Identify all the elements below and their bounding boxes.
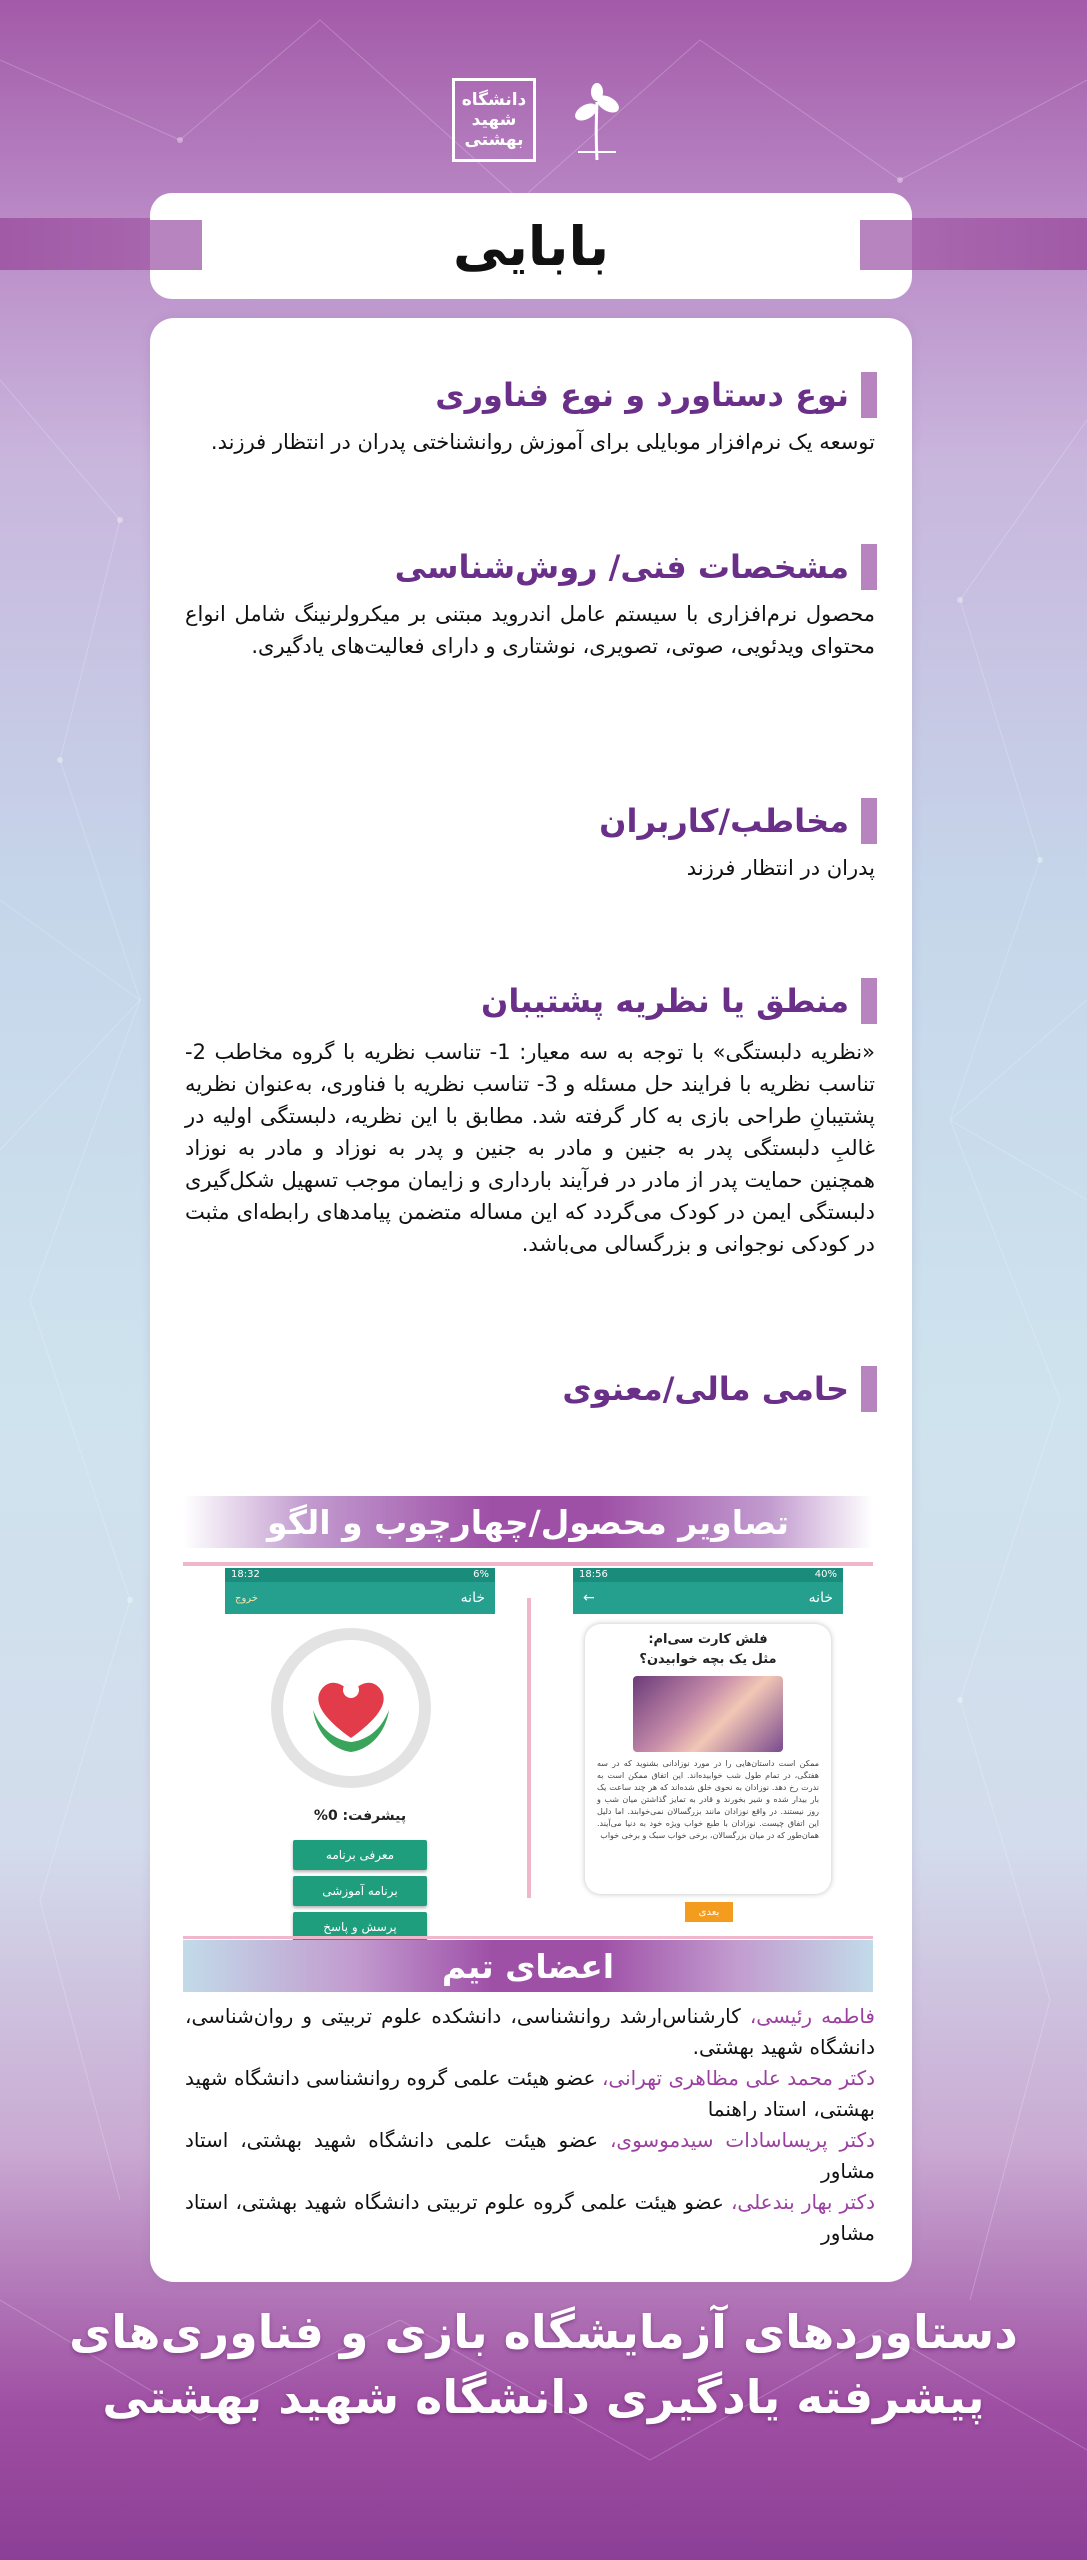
section-body-audience: پدران در انتظار فرزند [686, 856, 875, 880]
flash-card [585, 1624, 831, 1894]
footer-line-2: پیشرفته یادگیری دانشگاه شهید بهشتی [102, 2370, 985, 2424]
member-desc: عضو هیئت علمی گروه علوم تربیتی دانشگاه شهید بهشتی، استاد مشاور [185, 2190, 875, 2245]
progress-label: پیشرفت: 0% [313, 1808, 407, 1824]
section-heading-type [435, 372, 877, 418]
flash-title-2: مثل یک بچه خوابیدن؟ [639, 1652, 777, 1667]
heading-bar [861, 798, 877, 844]
member-name: فاطمه رئیسی، [749, 2004, 875, 2028]
status-time: 18:32 [231, 1569, 260, 1580]
next-button[interactable]: بعدی [685, 1902, 733, 1922]
member-name: دکتر محمد علی مظاهری تهرانی، [601, 2066, 876, 2090]
team-list [185, 2001, 875, 2249]
lab-tree-logo-icon [566, 82, 628, 162]
section-body-theory: «نظریه دلبستگی» با توجه به سه معیار: 1- تناسب نظریه با گروه مخاطب 2- تناسب نظریه با فرایند حل مسئله و 3- تناسب نظریه با فناوری، به‌عنوان نظریه پشتیبانِ طراحی بازی به کار گرفته شد. مطابق با این نظریه، دلبستگی اولیه در غالبِ دلبستگی پدر به جنین و مادر به جنین و پدر به نوزاد و مادر به نوزاد همچنین حمایت پدر از مادر در فرآیند بارداری و زایمان موجب تسهیل شکل‌گیری دلبستگی ایمن در کودک می‌گردد که این مساله متضمن پیامدهای رابطه‌ای مثبت در کودکی نوجوانی و بزرگسالی می‌باشد. [185, 1040, 875, 1256]
app-title: خانه [460, 1590, 485, 1606]
heading-text: مخاطب/کاربران [599, 802, 849, 840]
team-member [185, 2063, 875, 2125]
flash-title-1: فلش کارت سی‌ام: [648, 1632, 768, 1647]
section-heading-specs [395, 544, 877, 590]
team-member [185, 2125, 875, 2187]
section-heading-audience [599, 798, 877, 844]
heading-text: مشخصات فنی/ روش‌شناسی [394, 548, 849, 586]
team-heading: اعضای تیم [183, 1940, 873, 1992]
app-top-bar [225, 1582, 495, 1614]
heading-text: منطق یا نظریه پشتیبان [481, 982, 849, 1020]
member-name: دکتر بهار بندعلی، [730, 2190, 876, 2214]
section-heading-sponsor [562, 1366, 877, 1412]
qa-button[interactable]: پرسش و پاسخ [293, 1912, 427, 1942]
heading-text: حامی مالی/معنوی [562, 1370, 849, 1408]
heading-bar [861, 978, 877, 1024]
vertical-divider [527, 1598, 531, 1898]
member-desc: عضو هیئت علمی گروه روانشناسی دانشگاه شهید بهشتی، استاد راهنما [185, 2066, 875, 2121]
divider-line [183, 1562, 873, 1566]
university-logo [452, 78, 536, 162]
page-title: بابایی [453, 214, 610, 278]
exit-label[interactable]: خروج [235, 1592, 258, 1604]
status-right: 40% [814, 1569, 837, 1580]
program-button[interactable]: برنامه آموزشی [293, 1876, 427, 1906]
intro-button[interactable]: معرفی برنامه [293, 1840, 427, 1870]
app-title: خانه [808, 1590, 833, 1606]
app-screenshot-home [225, 1568, 495, 1932]
section-heading-theory [481, 978, 877, 1024]
images-heading: تصاویر محصول/چهارچوب و الگو [183, 1496, 873, 1548]
heart-hands-icon [283, 1640, 419, 1776]
section-body-type: توسعه یک نرم‌افزار موبایلی برای آموزش روانشناختی پدران در انتظار فرزند. [210, 430, 875, 454]
flash-text: ممکن است داستان‌هایی را در مورد نوزادانی بشنوید که در سه هفتگی، در تمام طول شب خوابیده‌اند. این اتفاق ممکن است به ندرت رخ دهد. نوزادان به نحوی خلق شده‌اند که هر چند ساعت یک بار بیدار شده و شیر بخورند و قادر به تمایز گذاشتن میان شب و روز نیستند. در واقع نوزادان مانند بزرگسالان نمی‌خوابند. اما دلیل این اتفاق چیست. نوزادان با طبع خواب ویژه خود به دنیا می‌آیند. همان‌طور که در میان بزرگسالان، برخی خواب سبک و برخی خواب [597, 1759, 819, 1840]
status-bar [225, 1568, 495, 1582]
heading-bar [861, 544, 877, 590]
heading-bar [861, 372, 877, 418]
team-member [185, 2001, 875, 2063]
back-arrow-icon[interactable]: ← [583, 1590, 595, 1606]
sleeping-baby-image [633, 1676, 783, 1752]
member-desc: کارشناس‌ارشد روانشناسی، دانشکده علوم تربیتی و روان‌شناسی، دانشگاه شهید بهشتی. [185, 2004, 875, 2059]
university-logo-text: دانشگاه شهید بهشتی [461, 90, 527, 150]
footer-line-1: دستاوردهای آزمایشگاه بازی و فناوری‌های [69, 2305, 1018, 2359]
section-body-specs: محصول نرم‌افزاری با سیستم عامل اندروید مبتنی بر میکرولرنینگ شامل انواع محتوای ویدئویی، صوتی، تصویری، نوشتاری و دارای فعالیت‌های یادگیری. [185, 602, 875, 658]
app-logo-ring [271, 1628, 431, 1788]
status-right: 6% [473, 1569, 489, 1580]
member-name: دکتر پریساسادات سیدموسوی، [609, 2128, 875, 2152]
member-desc: عضو هیئت علمی دانشگاه شهید بهشتی، استاد مشاور [185, 2128, 875, 2183]
status-bar [573, 1568, 843, 1582]
heading-text: نوع دستاورد و نوع فناوری [435, 376, 849, 414]
heading-bar [861, 1366, 877, 1412]
status-time: 18:56 [579, 1569, 608, 1580]
divider-line [183, 1936, 873, 1939]
app-screenshot-flashcard [573, 1568, 843, 1932]
app-top-bar [573, 1582, 843, 1614]
team-member [185, 2187, 875, 2249]
